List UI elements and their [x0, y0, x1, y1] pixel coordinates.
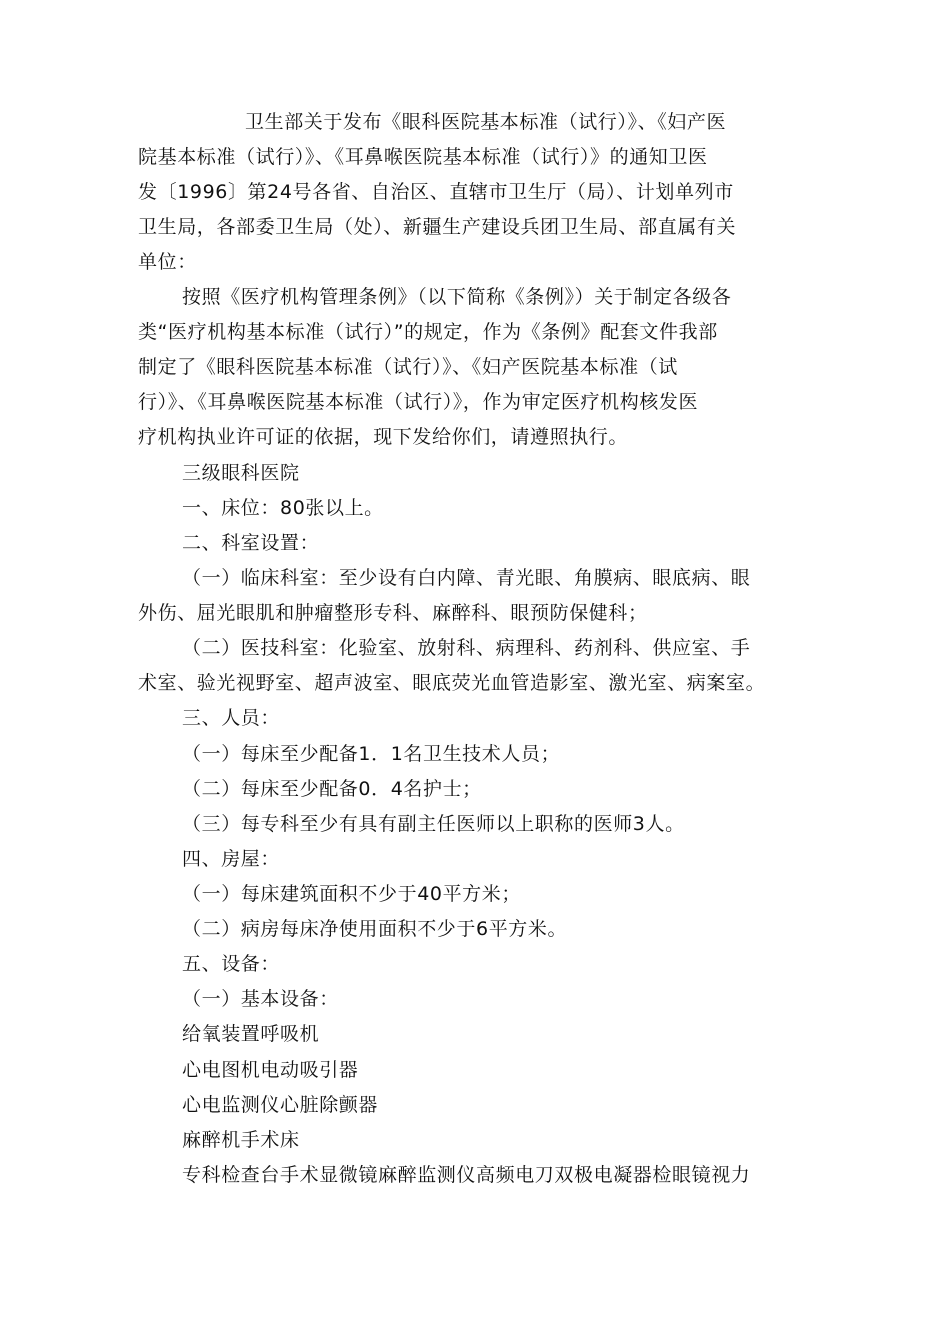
item-departments: 二、科室设置：	[182, 532, 320, 554]
body-line-2: 类“医疗机构基本标准（试行）”的规定，作为《条例》配套文件我部	[138, 321, 718, 343]
subitem-medtech-line-2: 术室、验光视野室、超声波室、眼底荧光血管造影室、激光室、病案室。	[138, 672, 766, 694]
item-equipment: 五、设备：	[182, 953, 281, 975]
subitem-housing-1: （一）每床建筑面积不少于40平方米；	[182, 883, 521, 905]
address-line-1: 卫生局，各部委卫生局（处）、新疆生产建设兵团卫生局、部直属有关	[138, 216, 737, 238]
subitem-staff-2: （二）每床至少配备0．4名护士；	[182, 778, 482, 800]
title-line-1: 卫生部关于发布《眼科医院基本标准（试行）》、《妇产医	[245, 111, 727, 133]
subitem-housing-2: （二）病房每床净使用面积不少于6平方米。	[182, 918, 568, 940]
subitem-clinical-line-2: 外伤、屈光眼肌和肿瘤整形专科、麻醉科、眼预防保健科；	[138, 602, 648, 624]
title-line-3: 发〔1996〕第24号各省、自治区、直辖市卫生厅（局）、计划单列市	[138, 181, 734, 203]
body-line-3: 制定了《眼科医院基本标准（试行）》、《妇产医院基本标准（试	[138, 356, 678, 378]
subitem-clinical-line-1: （一）临床科室：至少设有白内障、青光眼、角膜病、眼底病、眼	[182, 567, 751, 589]
body-line-1: 按照《医疗机构管理条例》（以下简称《条例》）关于制定各级各	[182, 286, 732, 308]
item-housing: 四、房屋：	[182, 848, 281, 870]
body-line-4: 行）》、《耳鼻喉医院基本标准（试行）》，作为审定医疗机构核发医	[138, 391, 699, 413]
equipment-list-5: 专科检查台手术显微镜麻醉监测仪高频电刀双极电凝器检眼镜视力	[182, 1164, 751, 1186]
equipment-list-1: 给氧装置呼吸机	[182, 1023, 320, 1045]
item-beds: 一、床位：80张以上。	[182, 497, 384, 519]
address-line-2: 单位：	[138, 251, 197, 273]
equipment-list-3: 心电监测仪心脏除颤器	[182, 1094, 379, 1116]
subitem-medtech-line-1: （二）医技科室：化验室、放射科、病理科、药剂科、供应室、手	[182, 637, 751, 659]
subitem-staff-3: （三）每专科至少有具有副主任医师以上职称的医师3人。	[182, 813, 685, 835]
item-staff: 三、人员：	[182, 707, 281, 729]
subitem-basic-equipment: （一）基本设备：	[182, 988, 339, 1010]
subitem-staff-1: （一）每床至少配备1．1名卫生技术人员；	[182, 743, 561, 765]
section-heading: 三级眼科医院	[182, 462, 300, 484]
equipment-list-2: 心电图机电动吸引器	[182, 1059, 359, 1081]
title-line-2: 院基本标准（试行）》、《耳鼻喉医院基本标准（试行）》的通知卫医	[138, 146, 708, 168]
equipment-list-4: 麻醉机手术床	[182, 1129, 300, 1151]
body-line-5: 疗机构执业许可证的依据，现下发给你们，请遵照执行。	[138, 426, 629, 448]
